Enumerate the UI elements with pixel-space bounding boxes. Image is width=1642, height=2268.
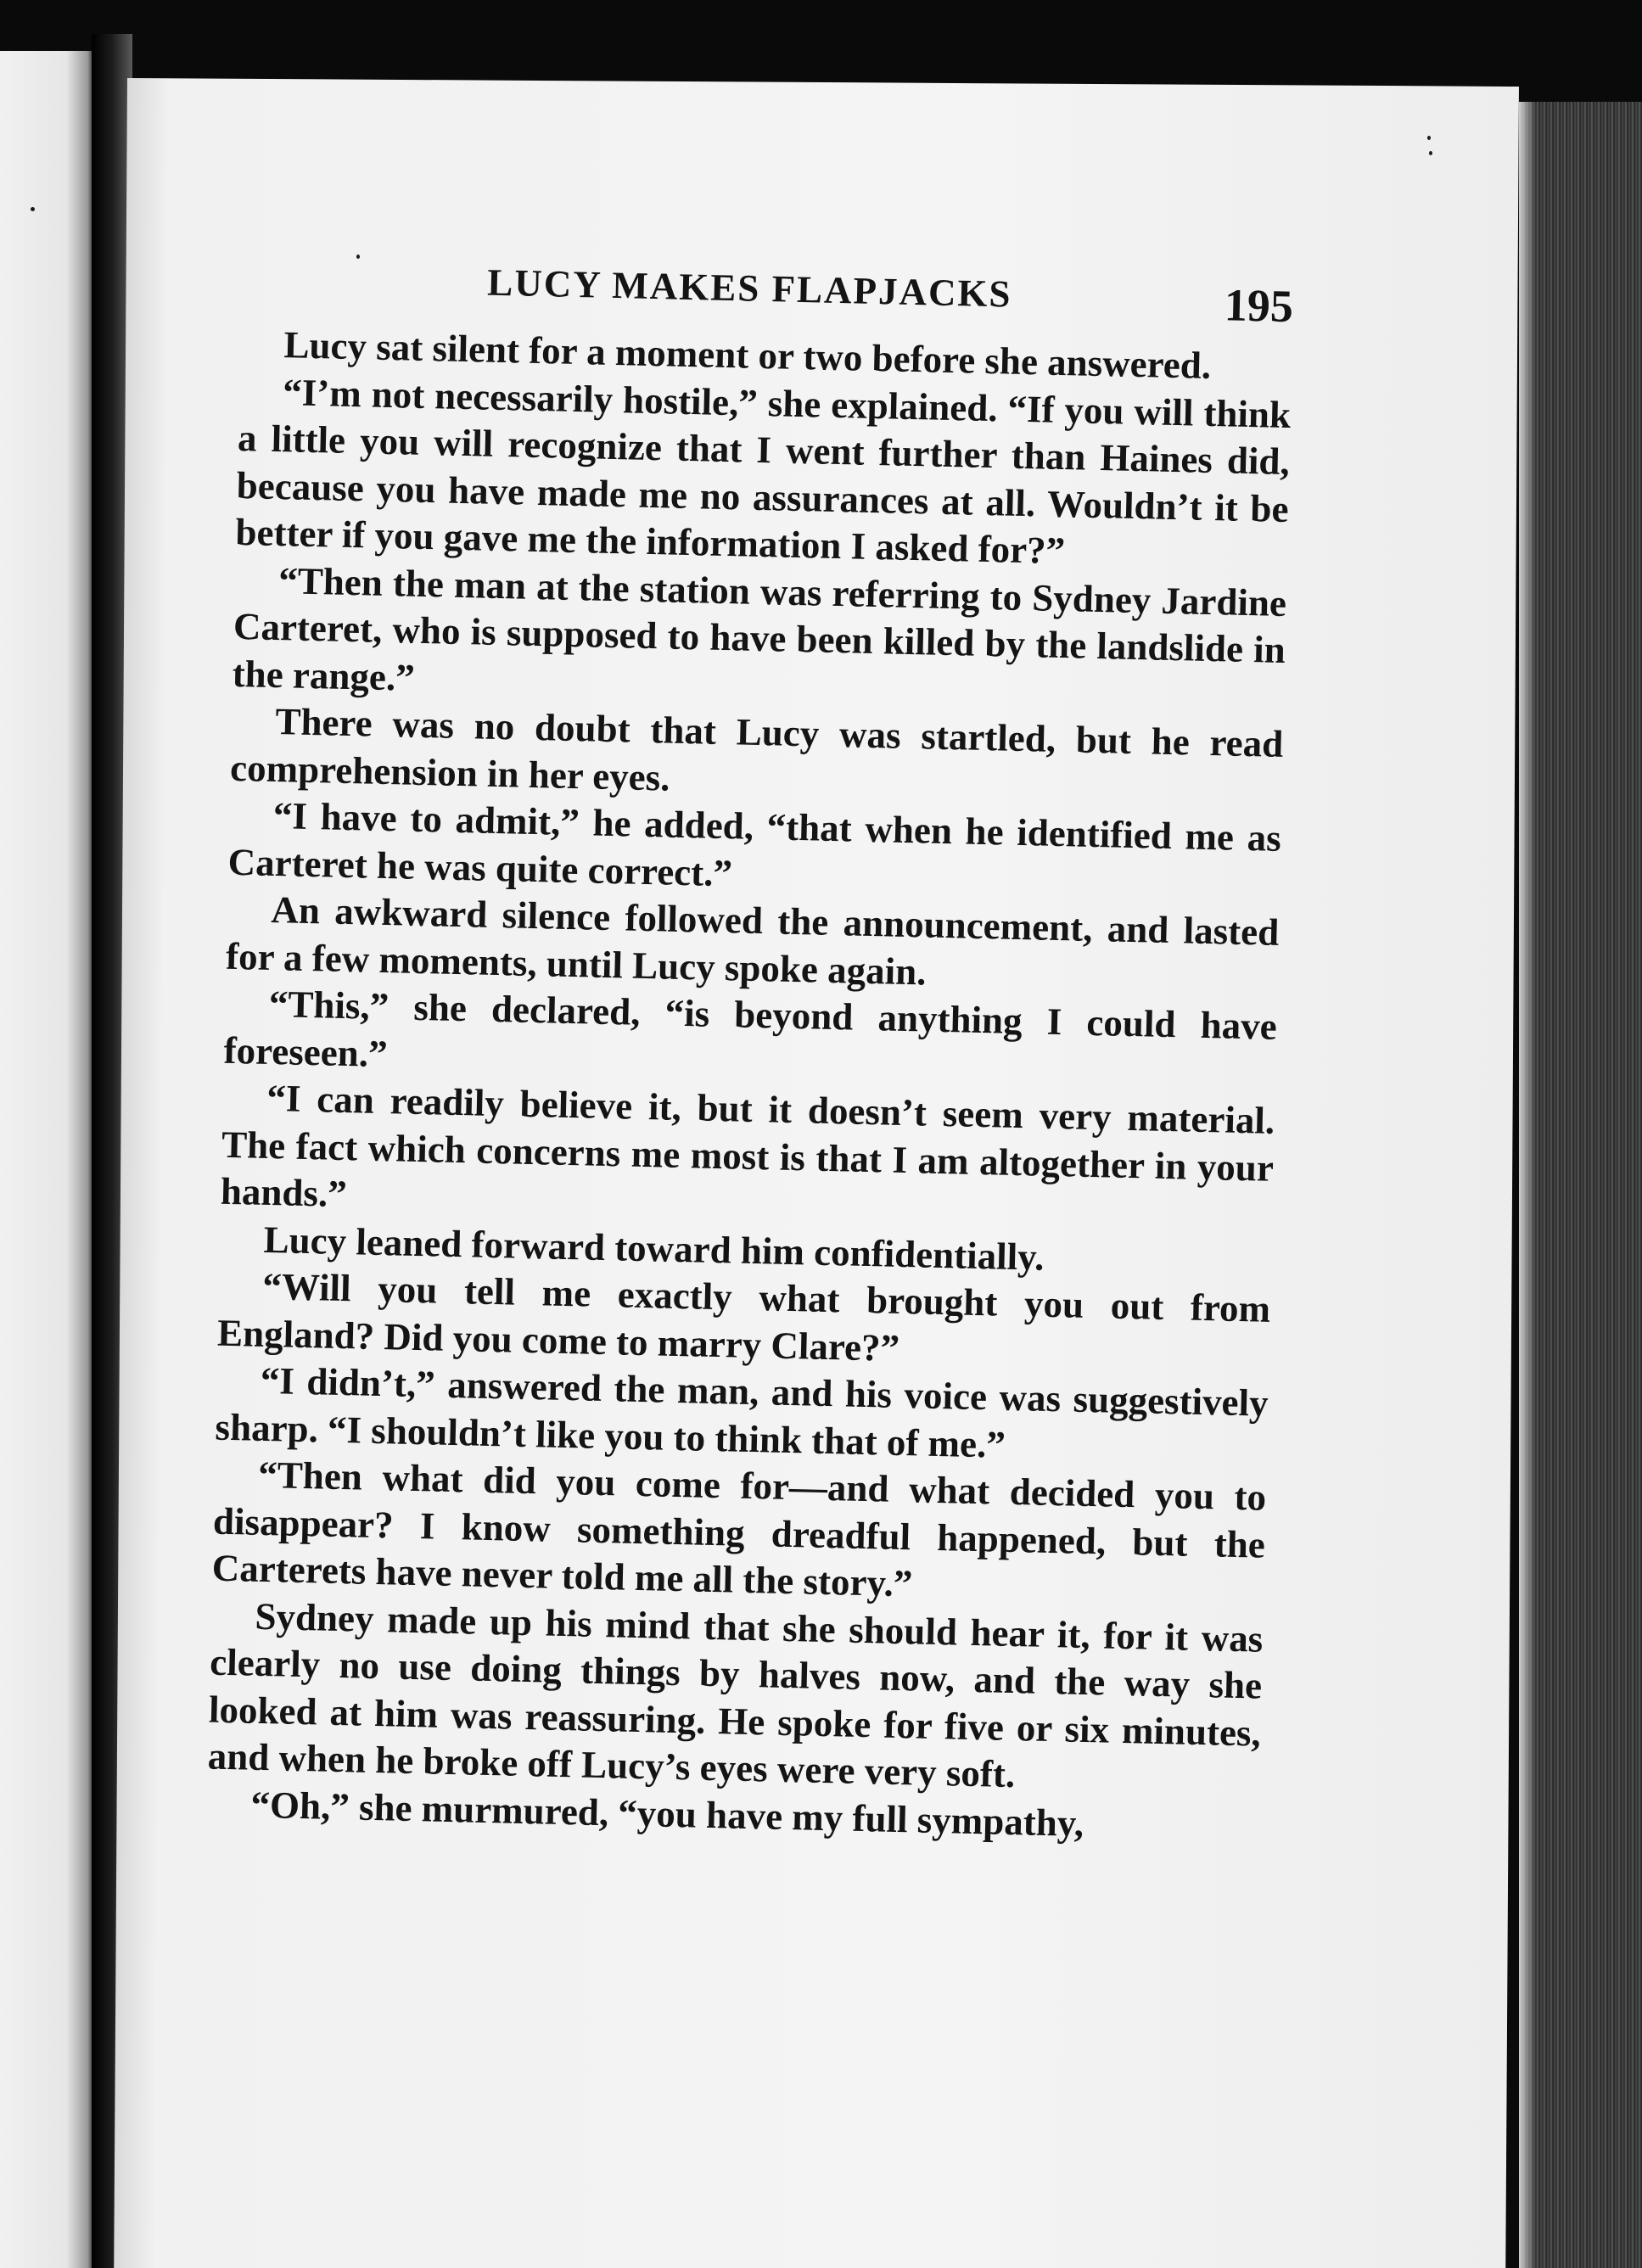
ink-speck (1429, 151, 1432, 155)
facing-page-edge (0, 51, 95, 2268)
paragraph: “Oh,” she murmured, “you have my full sympathy, (250, 1783, 1084, 1845)
paragraph: “Then what did you come for—and what decided you to disappear? I know something dreadful happened, but the Carterets have never told me all the story.” (211, 1453, 1267, 1605)
paragraph: There was no doubt that Lucy was startled, but he read comprehension in her eyes. (229, 700, 1284, 799)
ink-speck (1427, 136, 1431, 140)
paragraph: An awkward silence followed the announcement, and lasted for a few moments, until Lucy spoke again. (225, 888, 1280, 994)
page-number: 195 (1224, 279, 1294, 333)
paragraph: Lucy leaned forward toward him confidentially. (263, 1218, 1045, 1279)
paragraph: “I can readily believe it, but it doesn’t seem very material. The fact which concerns me most is that I am altogether in your hands.” (220, 1076, 1275, 1216)
page-block-edges (1519, 102, 1642, 2268)
paragraph: Sydney made up his mind that she should hear it, for it was clearly no use doing things by halves now, and the way she looked at him was reassuring. He spoke for five or six minutes, and when he broke off Lucy’s eyes were very soft. (207, 1594, 1264, 1796)
ink-speck (31, 207, 35, 211)
paragraph: Lucy sat silent for a moment or two before she answered. (283, 323, 1212, 387)
chapter-title: LUCY MAKES FLAPJACKS (486, 260, 1013, 316)
paragraph: “Then the man at the station was referring to Sydney Jardine Carteret, who is supposed to have been killed by the landslide in the range.” (232, 558, 1287, 699)
body-text (206, 321, 1292, 1851)
paragraph: “I’m not necessarily hostile,” she explained. “If you will think a little you will recognize that I went further than Haines did, because you have made me no assurances at all. Wouldn’t it be better if you gave me the information I asked for?” (235, 370, 1292, 573)
paragraph: “This,” she declared, “is beyond anything I could have foreseen.” (223, 982, 1278, 1075)
paragraph: “Will you tell me exactly what brought you out from England? Did you come to marry Clare?” (216, 1264, 1271, 1369)
page-text-block (206, 255, 1294, 1851)
paragraph: “I have to admit,” he added, “that when he identified me as Carteret he was quite correct.” (227, 794, 1282, 894)
paragraph: “I didn’t,” answered the man, and his voice was suggestively sharp. “I shouldn’t like you to think that of me.” (215, 1358, 1269, 1466)
